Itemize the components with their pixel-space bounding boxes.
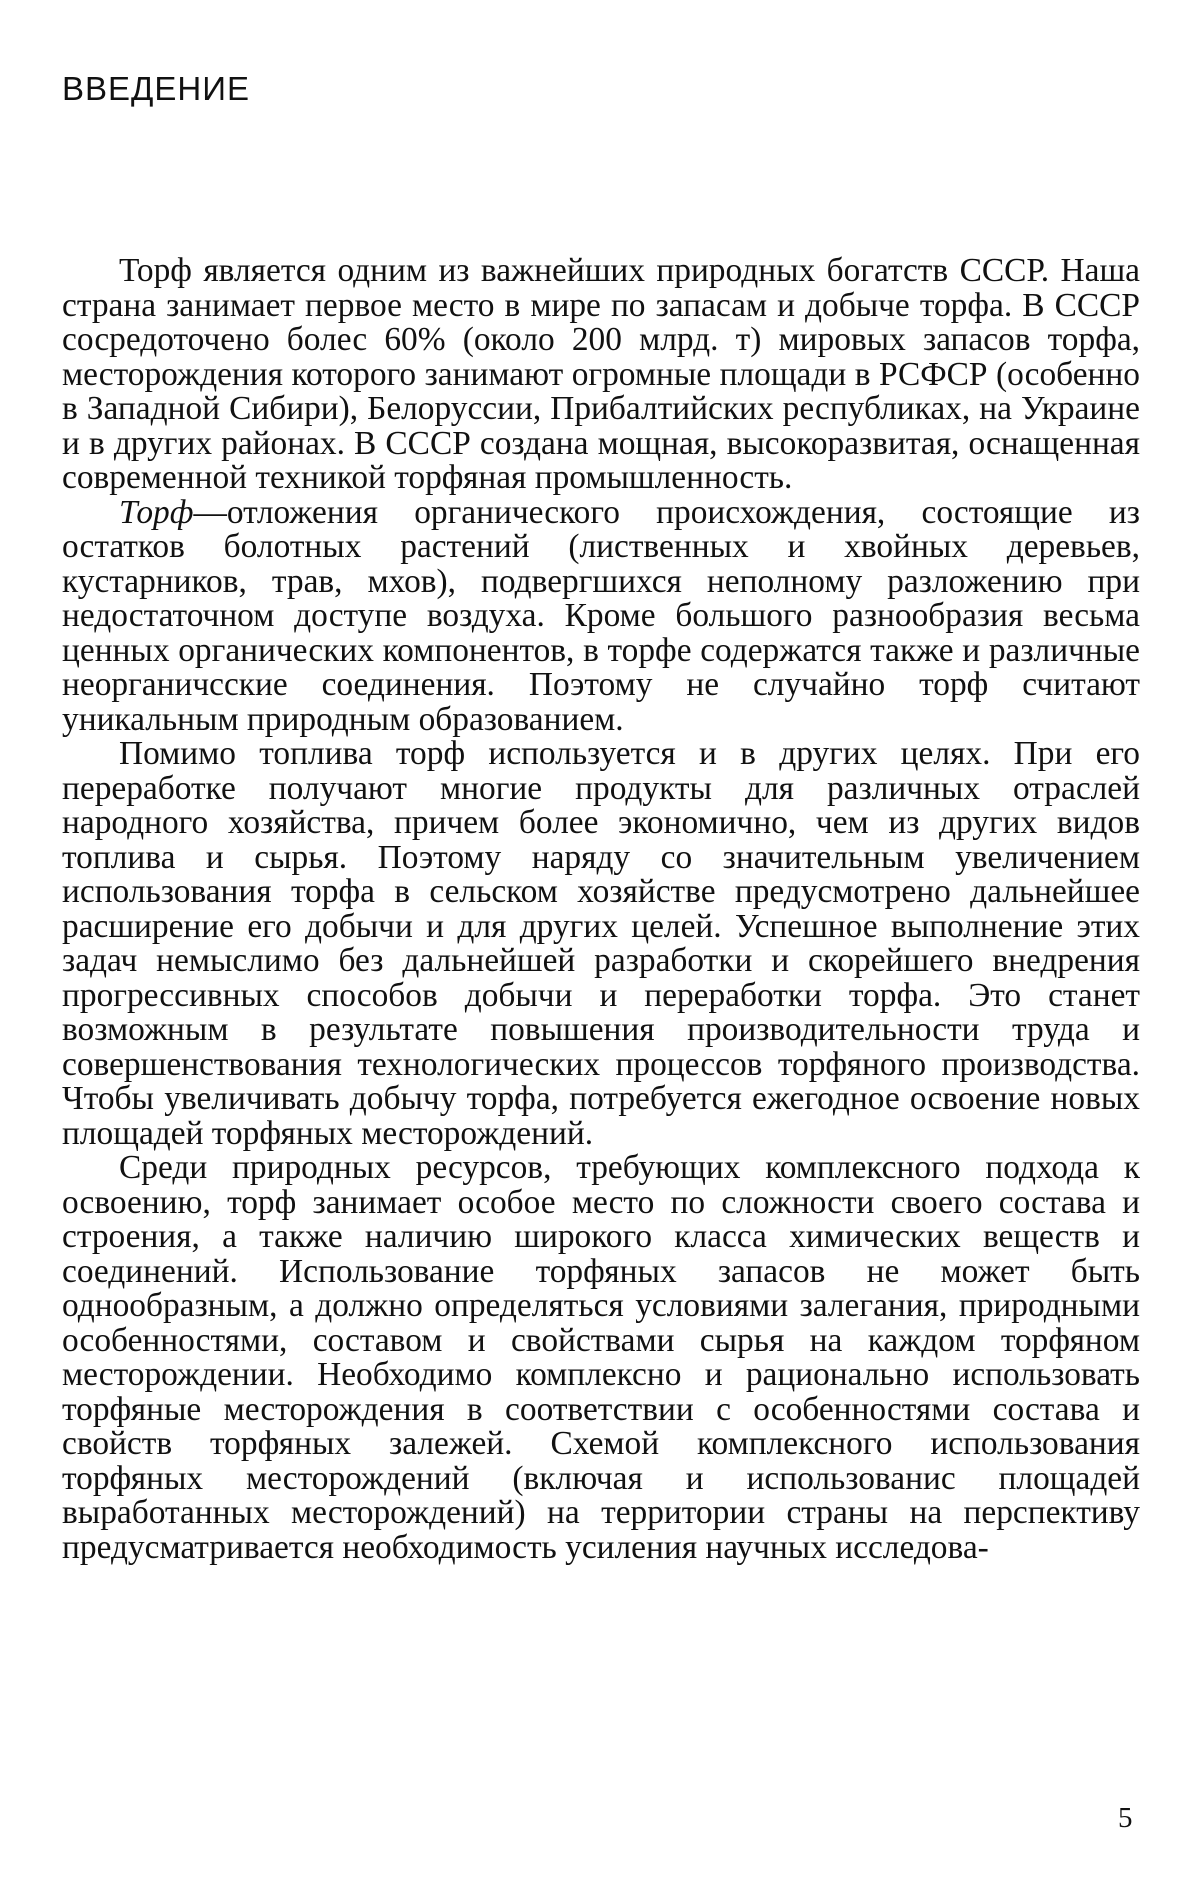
- chapter-heading: ВВЕДЕНИЕ: [62, 70, 250, 107]
- defined-term: Торф: [119, 493, 194, 531]
- paragraph-2-text: —отложения органического происхождения, состоящие из остатков болотных растений (лиственных и хвойных деревьев, кустарников, трав, мхов), подвергшихся неполному разложению при недостаточном доступе воздуха. Кроме большого разнообразия весьма ценных органических компонентов, в торфе содержатся также и различные неорганичсские соединения. Поэтому не случайно торф считают уникальным природным образованием.: [62, 493, 1140, 738]
- body-text: [62, 254, 1140, 1565]
- paragraph-1: Торф является одним из важнейших природных богатств СССР. Наша страна занимает первое место в мире по запасам и добыче торфа. В СССР сосредоточено болес 60% (около 200 млрд. т) мировых запасов торфа, месторождения которого занимают огромные площади в РСФСР (особенно в Западной Сибири), Белоруссии, Прибалтийских республиках, на Украине и в других районах. В СССР создана мощная, высокоразвитая, оснащенная современной техникой торфяная промышленность.: [62, 252, 1140, 496]
- paragraph-2: [62, 493, 1140, 738]
- paragraph-4: Среди природных ресурсов, требующих комплексного подхода к освоению, торф занимает особое место по сложности своего состава и строения, а также наличию широкого класса химических веществ и соединений. Использование торфяных запасов не может быть однообразным, а должно определяться условиями залегания, природными особенностями, составом и свойствами сырья на каждом торфяном месторождении. Необходимо комплексно и рационально использовать торфяные месторождения в соответствии с особенностями состава и свойств торфяных залежей. Схемой комплексного использования торфяных месторождений (включая и использованис площадей выработанных месторождений) на территории страны на перспективу предусматривается необходимость усиления научных исследова-: [62, 1149, 1140, 1566]
- page-number: 5: [1118, 1802, 1133, 1834]
- paragraph-3: Помимо топлива торф используется и в других целях. При его переработке получают многие продукты для различных отраслей народного хозяйства, причем более экономично, чем из других видов топлива и сырья. Поэтому наряду со значительным увеличением использования торфа в сельском хозяйстве предусмотрено дальнейшее расширение его добычи и для других целей. Успешное выполнение этих задач немыслимо без дальнейшей разработки и скорейшего внедрения прогрессивных способов добычи и переработки торфа. Это станет возможным в результате повышения производительности труда и совершенствования технологических процессов торфяного производства. Чтобы увеличивать добычу торфа, потребуется ежегодное освоение новых площадей торфяных месторождений.: [62, 735, 1140, 1152]
